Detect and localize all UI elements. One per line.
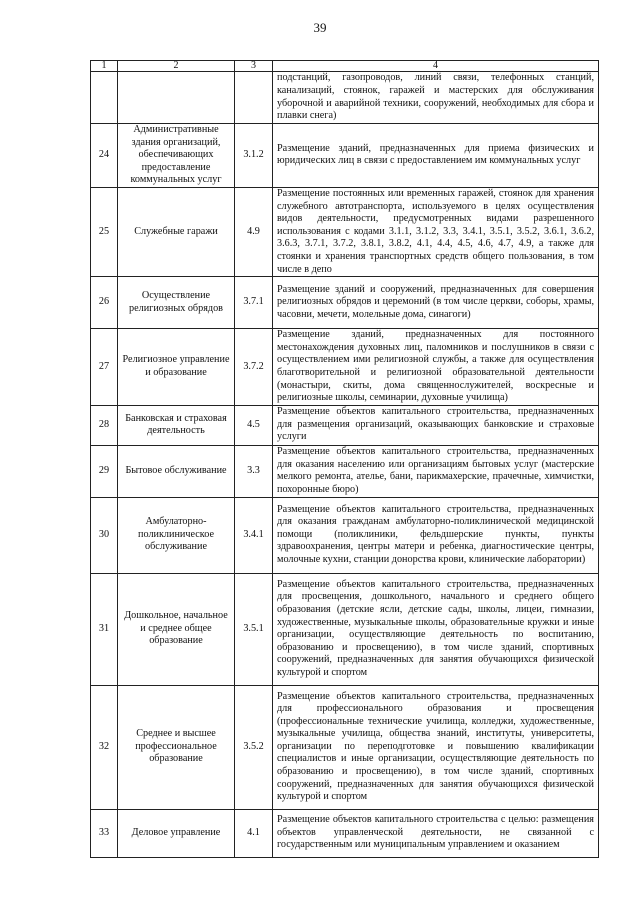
row-name	[118, 72, 235, 124]
row-code: 4.1	[235, 809, 273, 857]
row-description: Размещение объектов капитального строительства, предназначенных для размещения организаций, оказывающих банковские и страховые услуги	[273, 405, 599, 445]
table-header-row	[91, 61, 599, 72]
row-code: 4.5	[235, 405, 273, 445]
row-number: 28	[91, 405, 118, 445]
table-row	[91, 685, 599, 809]
row-description: Размещение объектов капитального строительства, предназначенных для оказания населению или организациям бытовых услуг (мастерские мелкого ремонта, ателье, бани, парикмахерские, прачечные, химчистки, похоронные бюро)	[273, 445, 599, 497]
header-col-3: 3	[235, 61, 273, 72]
row-description: Размещение объектов капитального строительства с целью: размещения объектов управленческой деятельности, не связанной с государственным или муниципальным управлением и оказанием	[273, 809, 599, 857]
header-col-1: 1	[91, 61, 118, 72]
row-number	[91, 72, 118, 124]
row-name: Банковская и страховая деятельность	[118, 405, 235, 445]
header-col-2: 2	[118, 61, 235, 72]
table-row	[91, 329, 599, 406]
row-name: Осуществление религиозных обрядов	[118, 277, 235, 329]
row-description: Размещение объектов капитального строительства, предназначенных для профессионального образования и просвещения (профессиональные технические училища, колледжи, художественные, музыкальные училища, общества знаний, институты, университеты, организации по переподготовке и повышению квалификации специалистов и иные организации, осуществляющие деятельность по образованию и просвещению), в том числе зданий, спортивных сооружений, предназначенных для занятия обучающихся физической культурой и спортом	[273, 685, 599, 809]
row-description: Размещение зданий и сооружений, предназначенных для совершения религиозных обрядов и церемоний (в том числе церкви, соборы, храмы, часовни, мечети, молельные дома, синагоги)	[273, 277, 599, 329]
row-number: 29	[91, 445, 118, 497]
row-description: Размещение зданий, предназначенных для постоянного местонахождения духовных лиц, паломников и послушников в связи с осуществлением ими религиозной службы, а также для осуществления благотворительной и религиозной образовательной деятельности (монастыри, скиты, дома священнослужителей, воскресные и религиозные школы, семинарии, духовные училища)	[273, 329, 599, 406]
table-row	[91, 277, 599, 329]
row-code: 3.7.1	[235, 277, 273, 329]
row-name: Амбулаторно-поликлиническое обслуживание	[118, 497, 235, 573]
row-description: Размещение объектов капитального строительства, предназначенных для оказания гражданам амбулаторно-поликлинической медицинской помощи (поликлиники, фельдшерские пункты, пункты здравоохранения, центры матери и ребенка, диагностические центры, молочные кухни, станции донорства крови, клинические лаборатории)	[273, 497, 599, 573]
row-number: 26	[91, 277, 118, 329]
row-code: 3.4.1	[235, 497, 273, 573]
row-description: Размещение зданий, предназначенных для приема физических и юридических лиц в связи с предоставлением им коммунальных услуг	[273, 124, 599, 188]
row-number: 30	[91, 497, 118, 573]
row-description: подстанций, газопроводов, линий связи, телефонных станций, канализаций, стоянок, гаражей и мастерских для обслуживания уборочной и аварийной техники, сооружений, необходимых для сбора и плавки снега)	[273, 72, 599, 124]
row-description: Размещение объектов капитального строительства, предназначенных для просвещения, дошкольного, начального и среднего общего образования (детские ясли, детские сады, школы, лицеи, гимназии, художественные, музыкальные школы, образовательные кружки и иные организации, осуществляющие деятельность по воспитанию, образованию и просвещению), в том числе зданий, спортивных сооружений, предназначенных для занятия обучающихся физической культурой и спортом	[273, 573, 599, 685]
row-code: 3.3	[235, 445, 273, 497]
table-row	[91, 187, 599, 276]
row-name: Служебные гаражи	[118, 187, 235, 276]
row-name: Деловое управление	[118, 809, 235, 857]
row-number: 24	[91, 124, 118, 188]
row-code: 3.5.2	[235, 685, 273, 809]
table-row	[91, 573, 599, 685]
row-name: Бытовое обслуживание	[118, 445, 235, 497]
row-number: 32	[91, 685, 118, 809]
row-number: 27	[91, 329, 118, 406]
table-row	[91, 124, 599, 188]
table-row	[91, 497, 599, 573]
row-name: Дошкольное, начальное и среднее общее образование	[118, 573, 235, 685]
row-name: Административные здания организаций, обеспечивающих предоставление коммунальных услуг	[118, 124, 235, 188]
row-number: 31	[91, 573, 118, 685]
row-name: Среднее и высшее профессиональное образование	[118, 685, 235, 809]
row-number: 33	[91, 809, 118, 857]
row-code: 3.1.2	[235, 124, 273, 188]
row-number: 25	[91, 187, 118, 276]
row-code: 3.5.1	[235, 573, 273, 685]
row-code	[235, 72, 273, 124]
table-row	[91, 405, 599, 445]
table-row	[91, 445, 599, 497]
row-name: Религиозное управление и образование	[118, 329, 235, 406]
header-col-4: 4	[273, 61, 599, 72]
page-number: 39	[313, 20, 327, 35]
row-description: Размещение постоянных или временных гаражей, стоянок для хранения служебного автотранспорта, используемого в целях осуществления видов деятельности, предусмотренных видами разрешенного использования с кодами 3.1.1, 3.1.2, 3.3, 3.4.1, 3.5.1, 3.5.2, 3.6.1, 3.6.2, 3.6.3, 3.7.1, 3.7.2, 3.8.1, 3.8.2, 4.1, 4.4, 4.5, 4.6, 4.7, 4.9, а также для стоянки и хранения транспортных средств общего пользования, в том числе в депо	[273, 187, 599, 276]
land-use-table	[90, 60, 599, 858]
table-row	[91, 72, 599, 124]
row-code: 3.7.2	[235, 329, 273, 406]
row-code: 4.9	[235, 187, 273, 276]
table-row	[91, 809, 599, 857]
